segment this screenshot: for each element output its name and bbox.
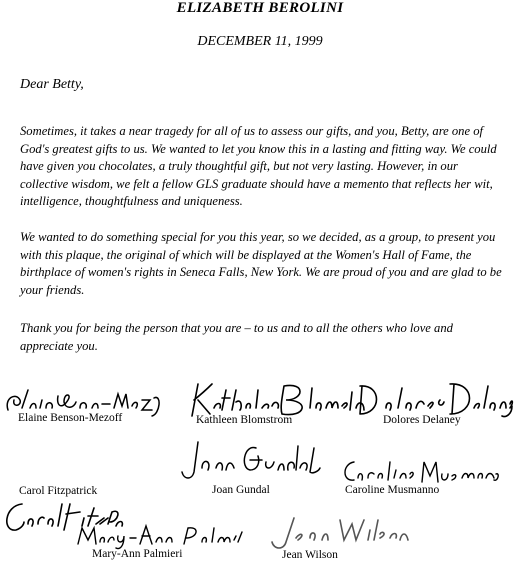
letter-date: DECEMBER 11, 1999 xyxy=(197,34,323,49)
signature-jean-wilson xyxy=(266,512,416,552)
signer-name-kathleen: Kathleen Blomstrom xyxy=(196,414,293,426)
signer-name-jean: Jean Wilson xyxy=(282,549,338,561)
salutation: Dear Betty, xyxy=(20,77,84,92)
letter-paragraph-2: We wanted to do something special for you this year, so we decided, as a group, to present you with this plaque, the original of which will be displayed at the Women's Hall of Fame, the birthplace of women's rights in Seneca Falls, New York. We are proud of you and are glad to be your friends. xyxy=(20,230,502,297)
letter-header-name: ELIZABETH BEROLINI xyxy=(176,0,344,16)
letter-paragraph-3: Thank you for being the person that you are – to us and to all the others who love and appreciate you. xyxy=(20,321,453,353)
signature-joan-gundal xyxy=(178,438,326,484)
signer-name-mary-ann: Mary-Ann Palmieri xyxy=(92,548,183,560)
signature-caroline-musmanno xyxy=(340,456,500,486)
signer-name-carol: Carol Fitzpatrick xyxy=(19,485,98,497)
signer-name-caroline: Caroline Musmanno xyxy=(345,484,440,496)
signature-mary-ann-palmieri xyxy=(74,520,244,550)
signer-name-joan: Joan Gundal xyxy=(212,484,270,496)
signer-name-dolores: Dolores Delaney xyxy=(383,414,461,426)
signer-name-elaine: Elaine Benson-Mezoff xyxy=(18,412,123,424)
letter-paragraph-1: Sometimes, it takes a near tragedy for all of us to assess our gifts, and you, Betty, are one of God's greatest gifts to us. We wanted to let you know this in a lasting and fitting way. We could have given you chocolates, a truly thoughtful gift, but not very lasting. However, in our collective wisdom, we felt a fellow GLS graduate should have a memento that reflects her wit, intelligence, thoughtfulness and uniqueness. xyxy=(20,124,497,209)
